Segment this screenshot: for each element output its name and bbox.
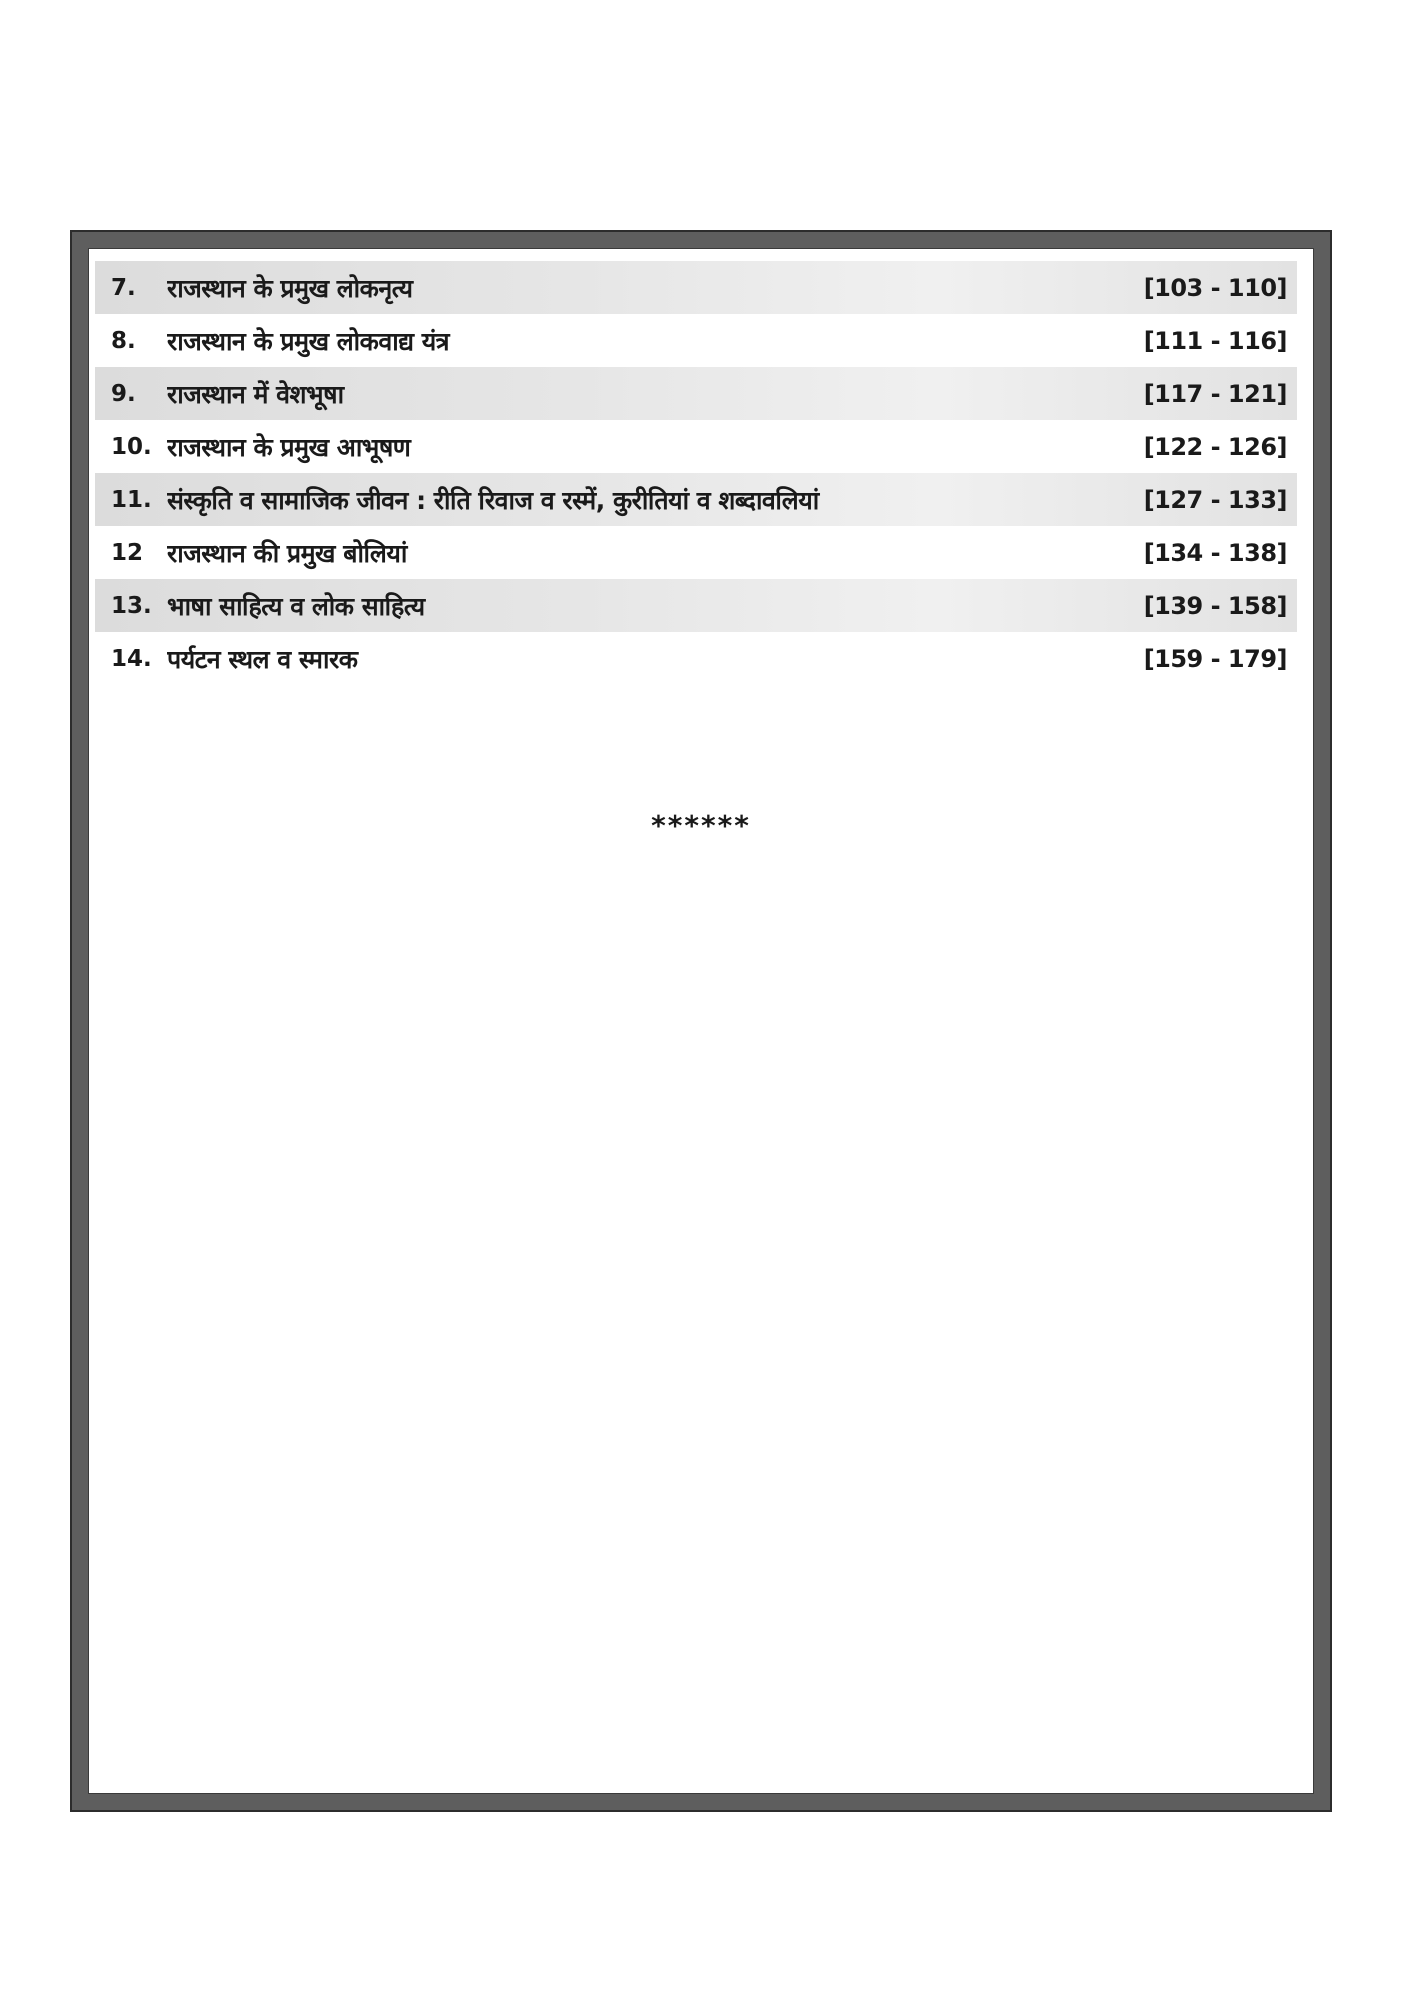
toc-pages: [103 - 110] <box>1143 273 1287 302</box>
toc-row <box>95 579 1297 632</box>
table-of-contents <box>95 261 1297 685</box>
toc-row <box>95 632 1297 685</box>
toc-title: भाषा साहित्य व लोक साहित्य <box>167 591 425 621</box>
toc-number: 10. <box>111 433 152 460</box>
toc-title: राजस्थान के प्रमुख आभूषण <box>167 432 411 462</box>
toc-number: 11. <box>111 486 152 513</box>
toc-title: संस्कृति व सामाजिक जीवन : रीति रिवाज व रस्में, कुरीतियां व शब्दावलियां <box>167 485 819 515</box>
toc-row <box>95 367 1297 420</box>
toc-number: 12 <box>111 539 144 566</box>
toc-pages: [134 - 138] <box>1143 538 1287 567</box>
toc-pages: [139 - 158] <box>1143 591 1287 620</box>
toc-pages: [159 - 179] <box>1143 644 1287 673</box>
toc-title: राजस्थान की प्रमुख बोलियां <box>167 538 407 568</box>
toc-row <box>95 420 1297 473</box>
toc-title: राजस्थान के प्रमुख लोकनृत्य <box>167 273 413 303</box>
toc-row <box>95 314 1297 367</box>
toc-number: 14. <box>111 645 152 672</box>
content-panel <box>88 248 1314 1794</box>
toc-row <box>95 261 1297 314</box>
toc-title: पर्यटन स्थल व स्मारक <box>167 644 358 674</box>
toc-number: 9. <box>111 380 136 407</box>
toc-pages: [111 - 116] <box>1143 326 1287 355</box>
end-mark: ****** <box>651 809 751 842</box>
toc-number: 13. <box>111 592 152 619</box>
toc-number: 8. <box>111 327 136 354</box>
toc-title: राजस्थान के प्रमुख लोकवाद्य यंत्र <box>167 326 449 356</box>
toc-pages: [117 - 121] <box>1143 379 1287 408</box>
toc-pages: [127 - 133] <box>1143 485 1287 514</box>
toc-title: राजस्थान में वेशभूषा <box>167 379 344 409</box>
toc-pages: [122 - 126] <box>1143 432 1287 461</box>
toc-row <box>95 526 1297 579</box>
toc-row <box>95 473 1297 526</box>
page-frame <box>70 230 1332 1812</box>
toc-number: 7. <box>111 274 136 301</box>
